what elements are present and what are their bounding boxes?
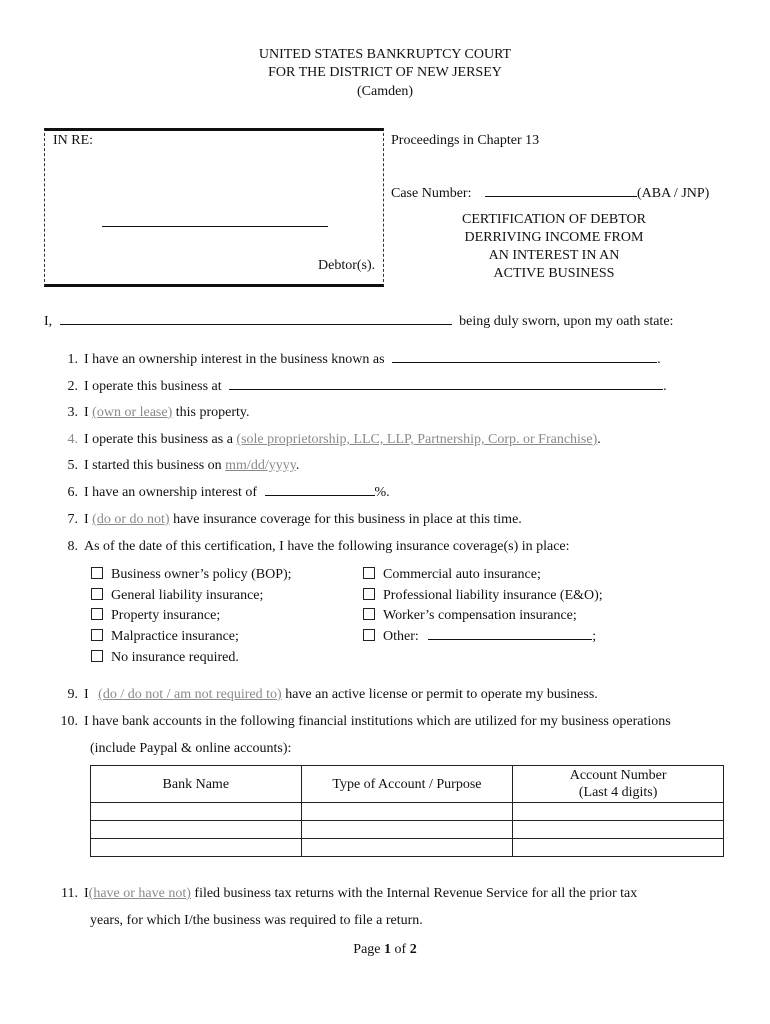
coverage-workers-comp[interactable] [363, 608, 577, 624]
coverage-label: Malpractice insurance; [111, 629, 239, 644]
page-word: Page [353, 942, 381, 957]
item-text: I operate this business as a [84, 432, 233, 447]
item-text: I have bank accounts in the following financial institutions which are utilized for my business operations [84, 714, 671, 729]
item-text: I started this business on [84, 458, 222, 473]
item-3 [52, 405, 250, 421]
checkbox[interactable] [91, 629, 103, 641]
title-line: CERTIFICATION OF DEBTOR [461, 212, 647, 227]
item-7 [52, 512, 522, 528]
account-type-cell[interactable] [301, 839, 513, 857]
item-text: I [84, 687, 89, 702]
page-total: 2 [409, 942, 417, 957]
checkbox[interactable] [91, 588, 103, 600]
item-number: 4. [67, 432, 78, 447]
document-title [404, 211, 704, 283]
item-2 [52, 379, 667, 395]
debtor-name-field[interactable] [102, 226, 328, 227]
item-number: 3. [67, 405, 78, 420]
item-11-cont: years, for which I/the business was required to file a return. [90, 913, 423, 928]
case-number-row [391, 186, 709, 202]
item-number: 11. [61, 886, 78, 901]
account-number-cell[interactable] [513, 839, 724, 857]
checkbox[interactable] [91, 608, 103, 620]
item-9 [52, 687, 598, 703]
own-lease-choice[interactable]: (own or lease) [92, 405, 173, 420]
case-number-label: Case Number: [391, 186, 472, 201]
item-text: As of the date of this certification, I have the following insurance coverage(s) in place: [84, 539, 570, 554]
proceedings-label: Proceedings in Chapter 13 [391, 133, 540, 148]
start-date-field[interactable]: mm/dd/yyyy [225, 458, 296, 473]
affiant-name-field[interactable] [60, 324, 452, 325]
item-text: filed business tax returns with the Internal Revenue Service for all the prior tax [194, 886, 638, 901]
oath-suffix: being duly sworn, upon my oath state: [459, 314, 674, 329]
other-coverage-field[interactable] [428, 639, 592, 640]
item-8 [52, 539, 570, 555]
of-word: of [394, 942, 407, 957]
case-number-suffix: (ABA / JNP) [636, 186, 710, 201]
checkbox[interactable] [363, 588, 375, 600]
coverage-commercial-auto[interactable] [363, 567, 541, 583]
table-row [91, 803, 724, 821]
item-number: 5. [67, 458, 78, 473]
col-account-number-title: Account Number [569, 768, 667, 783]
item-number: 10. [60, 714, 78, 729]
checkbox[interactable] [363, 567, 375, 579]
item-10 [52, 714, 671, 730]
coverage-label: Professional liability insurance (E&O); [383, 588, 603, 603]
item-number: 6. [67, 485, 78, 500]
page-number [0, 942, 770, 958]
coverage-label: General liability insurance; [111, 588, 264, 603]
item-10-cont: (include Paypal & online accounts): [90, 741, 292, 756]
table-header-row [91, 766, 724, 803]
item-text: have an active license or permit to operate my business. [285, 687, 598, 702]
table-row [91, 839, 724, 857]
coverage-label: No insurance required. [111, 650, 239, 665]
item-6 [52, 485, 390, 501]
item-end: . [295, 458, 300, 473]
item-text: I [84, 405, 89, 420]
debtors-label: Debtor(s). [318, 258, 376, 273]
coverage-general-liability[interactable] [91, 588, 263, 604]
oath-prefix: I, [44, 314, 53, 329]
item-text: have insurance coverage for this business in place at this time. [173, 512, 522, 527]
court-division: (Camden) [357, 84, 413, 99]
item-text: I operate this business at [84, 379, 222, 394]
col-account-number-sub: (Last 4 digits) [578, 785, 658, 800]
item-end: . [663, 379, 667, 394]
checkbox[interactable] [363, 629, 375, 641]
coverage-property[interactable] [91, 608, 220, 624]
business-name-field[interactable] [392, 362, 657, 363]
coverage-label: Worker’s compensation insurance; [383, 608, 577, 623]
col-bank-name: Bank Name [91, 766, 302, 803]
item-text: I [84, 512, 89, 527]
col-account-type: Type of Account / Purpose [301, 766, 513, 803]
item-end: ; [592, 629, 597, 644]
account-number-cell[interactable] [513, 821, 724, 839]
business-type-choice[interactable]: (sole proprietorship, LLC, LLP, Partnership, Corp. or Franchise) [236, 432, 598, 447]
bank-accounts-table [90, 765, 724, 857]
bank-name-cell[interactable] [91, 839, 302, 857]
coverage-label: Business owner’s policy (BOP); [111, 567, 292, 582]
table-row [91, 821, 724, 839]
item-text: I have an ownership interest of [84, 485, 257, 500]
coverage-label: Other: [383, 629, 419, 644]
item-5 [52, 458, 299, 474]
bank-name-cell[interactable] [91, 821, 302, 839]
tax-return-choice[interactable]: (have or have not) [88, 886, 191, 901]
item-number: 8. [67, 539, 78, 554]
title-line: DERRIVING INCOME FROM [464, 230, 644, 245]
account-number-cell[interactable] [513, 803, 724, 821]
checkbox[interactable] [91, 650, 103, 662]
title-line: AN INTEREST IN AN [488, 248, 620, 263]
item-end: . [597, 432, 601, 447]
coverage-malpractice[interactable] [91, 629, 239, 645]
insurance-choice[interactable]: (do or do not) [92, 512, 170, 527]
case-number-field[interactable] [485, 196, 637, 197]
item-end: . [657, 352, 661, 367]
col-account-number [513, 766, 724, 803]
item-text: I [84, 886, 89, 901]
item-number: 9. [67, 687, 78, 702]
item-4 [52, 432, 601, 448]
item-end: %. [374, 485, 390, 500]
bank-name-cell[interactable] [91, 803, 302, 821]
account-type-cell[interactable] [301, 821, 513, 839]
coverage-other[interactable] [363, 629, 596, 645]
checkbox[interactable] [363, 608, 375, 620]
ownership-percent-field[interactable] [265, 495, 375, 496]
item-number: 2. [67, 379, 78, 394]
coverage-bop[interactable] [91, 567, 292, 583]
court-district: FOR THE DISTRICT OF NEW JERSEY [268, 65, 502, 80]
coverage-label: Property insurance; [111, 608, 221, 623]
oath-line [44, 314, 673, 330]
title-line: ACTIVE BUSINESS [493, 266, 615, 281]
page-current: 1 [384, 942, 392, 957]
item-number: 1. [67, 352, 78, 367]
item-1 [52, 352, 661, 368]
item-11 [52, 886, 637, 902]
account-type-cell[interactable] [301, 803, 513, 821]
checkbox[interactable] [91, 567, 103, 579]
in-re-label: IN RE: [53, 133, 94, 148]
business-address-field[interactable] [229, 389, 663, 390]
item-number: 7. [67, 512, 78, 527]
item-text: I have an ownership interest in the business known as [84, 352, 385, 367]
coverage-none-required[interactable] [91, 650, 239, 666]
court-name: UNITED STATES BANKRUPTCY COURT [258, 47, 512, 62]
coverage-professional-liability[interactable] [363, 588, 603, 604]
item-text: this property. [175, 405, 250, 420]
license-choice[interactable]: (do / do not / am not required to) [98, 687, 282, 702]
coverage-label: Commercial auto insurance; [383, 567, 541, 582]
